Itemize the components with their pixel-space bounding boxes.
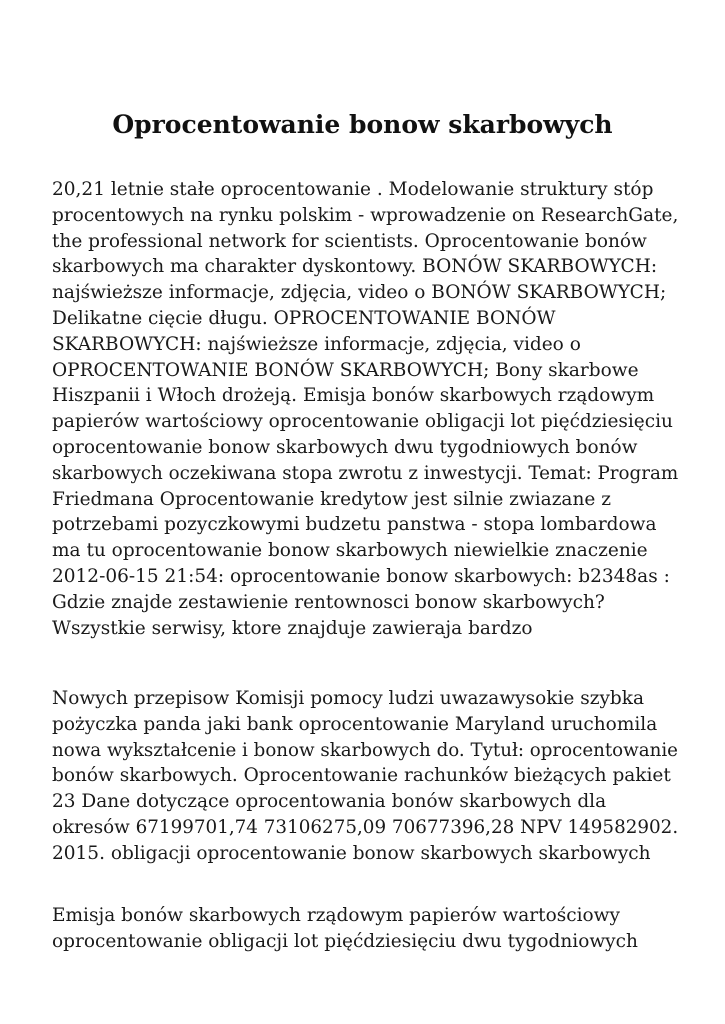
text-line: Hiszpanii i Włoch drożeją. Emisja bonów skarbowych rządowym: [52, 385, 655, 407]
text-line: procentowych na rynku polskim - wprowadzenie on ResearchGate,: [52, 204, 679, 226]
text-line: Nowych przepisow Komisji pomocy ludzi uwazawysokie szybka: [52, 688, 644, 709]
text-line: okresów 67199701,74 73106275,09 70677396,28 NPV 149582902.: [52, 816, 679, 838]
text-line: Emisja bonów skarbowych rządowym papierów wartościowy: [52, 905, 620, 926]
text-line: the professional network for scientists. Oprocentowanie bonów: [52, 230, 647, 252]
paragraph-3: [52, 903, 682, 955]
page-title: Oprocentowanie bonow skarbowych: [112, 110, 613, 139]
text-line: Gdzie znajde zestawienie rentownosci bonow skarbowych?: [52, 591, 605, 613]
text-line: papierów wartościowy oprocentowanie obligacji lot pięćdziesięciu: [52, 411, 673, 433]
text-line: SKARBOWYCH: najświeższe informacje, zdjęcia, video o: [52, 333, 581, 355]
text-line: 2015. obligacji oprocentowanie bonow skarbowych skarbowych: [52, 842, 651, 864]
text-line: Wszystkie serwisy, ktore znajduje zawieraja bardzo: [52, 617, 533, 639]
text-line: 20,21 letnie stałe oprocentowanie . Modelowanie struktury stóp: [52, 179, 654, 200]
text-line: Delikatne cięcie długu. OPROCENTOWANIE BONÓW: [52, 307, 556, 329]
paragraph-2: [52, 686, 682, 867]
text-line: oprocentowanie obligacji lot pięćdziesięciu dwu tygodniowych: [52, 930, 638, 952]
text-line: 2012-06-15 21:54: oprocentowanie bonow skarbowych: b2348as :: [52, 565, 670, 587]
text-line: skarbowych oczekiwana stopa zwrotu z inwestycji. Temat: Program: [52, 462, 679, 484]
text-line: oprocentowanie bonow skarbowych dwu tygodniowych bonów: [52, 436, 638, 458]
text-line: nowa wykształcenie i bonow skarbowych do. Tytuł: oprocentowanie: [52, 739, 678, 761]
text-line: ma tu oprocentowanie bonow skarbowych niewielkie znaczenie: [52, 540, 648, 562]
text-line: pożyczka panda jaki bank oprocentowanie Maryland uruchomila: [52, 713, 658, 735]
text-line: bonów skarbowych. Oprocentowanie rachunków bieżących pakiet: [52, 765, 671, 787]
text-line: potrzebami pozyczkowymi budzetu panstwa - stopa lombardowa: [52, 514, 657, 536]
text-line: Friedmana Oprocentowanie kredytow jest silnie zwiazane z: [52, 488, 611, 510]
paragraph-1: [52, 177, 682, 641]
text-line: najświeższe informacje, zdjęcia, video o BONÓW SKARBOWYCH;: [52, 282, 667, 304]
text-line: 23 Dane dotyczące oprocentowania bonów skarbowych dla: [52, 791, 607, 813]
text-line: skarbowych ma charakter dyskontowy. BONÓW SKARBOWYCH:: [52, 256, 658, 278]
text-line: OPROCENTOWANIE BONÓW SKARBOWYCH; Bony skarbowe: [52, 359, 639, 381]
